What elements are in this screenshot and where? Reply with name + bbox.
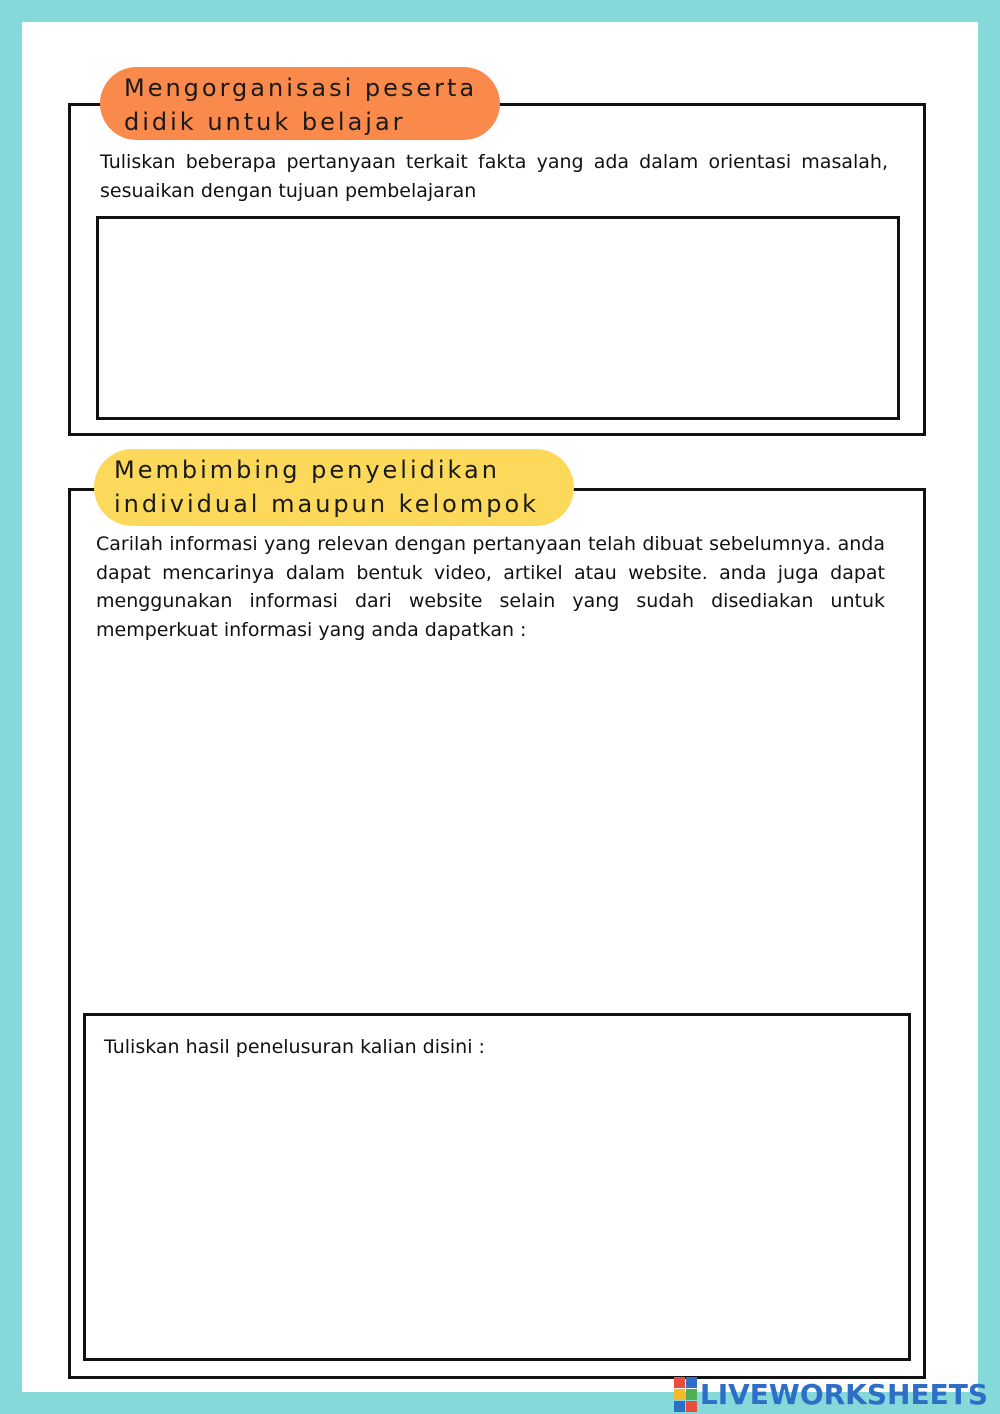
section1-title-pill [100,67,500,140]
section2-answer-box[interactable] [83,1013,911,1361]
section1-answer-box[interactable] [96,216,900,420]
section2-answer-label: Tuliskan hasil penelusuran kalian disini : [104,1036,485,1058]
section2-title-pill [94,449,574,526]
section2-instruction: Carilah informasi yang relevan dengan pertanyaan telah dibuat sebelumnya. anda dapat mencarinya dalam bentuk video, artikel atau website. anda juga dapat menggunakan informasi dari website selain yang sudah disediakan untuk memperkuat informasi yang anda dapatkan : [96,533,885,641]
section1-title-line2: didik untuk belajar [124,108,406,136]
section2-title-line1: Membimbing penyelidikan [114,456,500,484]
section1-instruction: Tuliskan beberapa pertanyaan terkait fakta yang ada dalam orientasi masalah, sesuaikan dengan tujuan pembelajaran [100,151,888,202]
liveworksheets-logo-text: LIVEWORKSHEETS [699,1377,988,1411]
liveworksheets-logo-icon [674,1377,697,1412]
section1-title-line1: Mengorganisasi peserta [124,74,478,102]
section2-title-line2: individual maupun kelompok [114,490,540,518]
liveworksheets-logo [674,1376,988,1412]
